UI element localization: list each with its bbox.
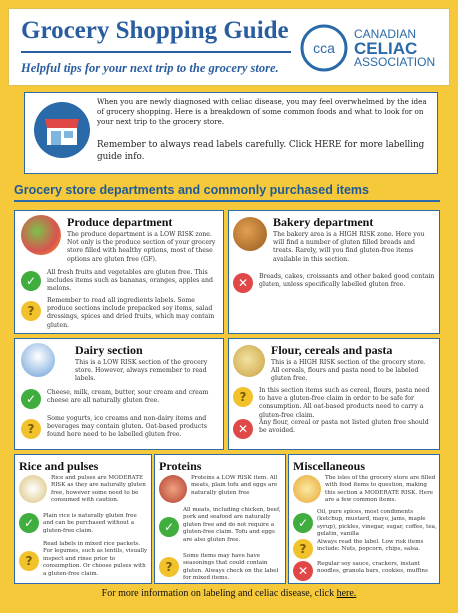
rice-card (14, 454, 152, 584)
checkmark-icon: ✓ (159, 517, 179, 537)
page-subtitle: Helpful tips for your next trip to the grocery store. (21, 61, 279, 75)
question-icon: ? (293, 539, 313, 559)
flour-warn: In this section items such as cereal, flours, pasta need to have a gluten-free claim in order to be safe for consumption. All oat-based products need to carry a gluten-free claim. (259, 387, 430, 419)
intro-label-reminder[interactable]: Remember to always read labels carefully. Click HERE for more labelling guide info. (97, 140, 425, 162)
proteins-ok: All meats, including chicken, beef, pork and seafood are naturally gluten free and do not require a gluten-free claim. Tofu and eggs are also gluten free. (183, 507, 281, 543)
logo-line-3: ASSOCIATION (354, 55, 436, 69)
cca-logo (299, 19, 349, 77)
footer-text: For more information on labeling and celiac disease, click (101, 588, 335, 599)
rice-warn: Read labels in mixed rice packets. For legumes, such as lentils, visually inspect and rinse prior to consumption. Or choose pulses with a gluten-free claim. (43, 541, 148, 577)
produce-warn: Remember to read all ingredients labels. Some produce sections include prepacked soy items, salad dressings, spices and dried fruits, which may contain gluten. (47, 297, 215, 329)
footer (0, 588, 458, 599)
rice-title: Rice and pulses (19, 459, 99, 473)
produce-title: Produce department (67, 215, 173, 229)
flour-desc: This is a HIGH RISK section of the grocery store. All cereals, flours and pasta need to be labeled gluten free. (271, 359, 426, 383)
proteins-desc: Proteins a LOW RISK item. All meats, plain tofu and eggs are naturally gluten free (191, 475, 278, 496)
intro-box (24, 92, 438, 174)
proteins-card (154, 454, 286, 584)
flour-card (228, 338, 440, 450)
header (8, 8, 450, 86)
bakery-title: Bakery department (273, 215, 374, 229)
cross-icon: ✕ (233, 273, 253, 293)
checkmark-icon: ✓ (19, 513, 39, 533)
misc-no: Regular soy sauce, crackers, instant noodles, granola bars, cookies, muffins (317, 561, 428, 575)
logo-text (354, 29, 435, 68)
dairy-warn: Some yogurts, ice creams and non-dairy items and beverages may contain gluten. Oat-based products found here need to be labelled gluten free. (47, 415, 207, 439)
rice-ok: Plain rice is naturally gluten free and can be purchased without a gluten-free claim. (43, 513, 137, 534)
intro-text: When you are newly diagnosed with celiac disease, you may feel overwhelmed by the idea of grocery shopping. Here is a breakdown of some common foods and what to look for on your next trip to the grocery store. (97, 97, 427, 126)
bakery-card (228, 210, 440, 334)
flour-title: Flour, cereals and pasta (271, 343, 393, 357)
dairy-image (21, 343, 55, 377)
proteins-image (159, 475, 187, 503)
logo-line-2: CELIAC (354, 39, 418, 58)
question-icon: ? (233, 387, 253, 407)
rice-image (19, 475, 47, 503)
produce-card (14, 210, 224, 334)
bakery-image (233, 217, 267, 251)
checkmark-icon: ✓ (293, 513, 313, 533)
cross-icon: ✕ (293, 561, 313, 581)
flour-image (233, 345, 265, 377)
question-icon: ? (19, 551, 39, 571)
store-icon (33, 101, 91, 159)
misc-image (293, 475, 321, 503)
dairy-card (14, 338, 224, 450)
misc-desc: The isles of the grocery store are filled with food items to question, making this section a MODERATE RISK. Here are a few common items. (325, 475, 436, 504)
question-icon: ? (21, 301, 41, 321)
logo-line-1: CANADIAN (354, 27, 417, 41)
dairy-title: Dairy section (75, 343, 143, 357)
proteins-warn: Some items may have have seasonings that could contain gluten. Always check on the label for mixed items. (183, 553, 279, 582)
question-icon: ? (159, 557, 179, 577)
misc-ok: Oil, pure spices, most condiments (ketchup, mustard, mayo, jams, maple syrup), pickles, vinegar, sugar, coffee, tea, gelatin, vanilla (317, 509, 437, 538)
dairy-desc: This is a LOW RISK section of the grocery store. However, always remember to read labels. (75, 359, 208, 383)
flour-no: Any flour, cereal or pasta not listed gluten free should be avoided. (259, 419, 429, 435)
checkmark-icon: ✓ (21, 389, 41, 409)
dairy-ok: Cheese, milk, cream, butter, sour cream and cream cheese are all naturally gluten free. (47, 389, 209, 405)
cross-icon: ✕ (233, 419, 253, 439)
logo-mark: cca (313, 40, 335, 56)
bakery-no: Breads, cakes, croissants and other baked good contain gluten, unless specifically labelled gluten free. (259, 273, 435, 289)
produce-desc: The produce department is a LOW RISK zone. Not only is the produce section of your grocery store filled with healthy options, most of these options are gluten free (GF). (67, 231, 216, 263)
footer-link[interactable]: here. (336, 588, 357, 599)
page-title: Grocery Shopping Guide (21, 17, 289, 44)
misc-card (288, 454, 440, 584)
misc-title: Miscellaneous (293, 459, 365, 473)
section-title: Grocery store departments and commonly purchased items (14, 183, 369, 197)
checkmark-icon: ✓ (21, 271, 41, 291)
produce-image (21, 215, 61, 255)
proteins-title: Proteins (159, 459, 202, 473)
produce-ok-text: All fresh fruits and vegetables are gluten free. This includes items such as bananas, oranges, apples and melons. (47, 269, 213, 293)
rice-desc: Rice and pulses are MODERATE RISK as they are naturally gluten free, however some need to be consumed with caution. (51, 475, 146, 504)
title-underline (21, 51, 291, 53)
misc-warn: Always read the label. Low risk items include: Nuts, popcorn, chips, salsa. (317, 539, 424, 553)
section-divider (14, 200, 440, 202)
question-icon: ? (21, 419, 41, 439)
bakery-desc: The bakery area is a HIGH RISK zone. Here you will find a number of gluten filled breads and treats. Rarely, will you find gluten-free items available in this section. (273, 231, 425, 263)
